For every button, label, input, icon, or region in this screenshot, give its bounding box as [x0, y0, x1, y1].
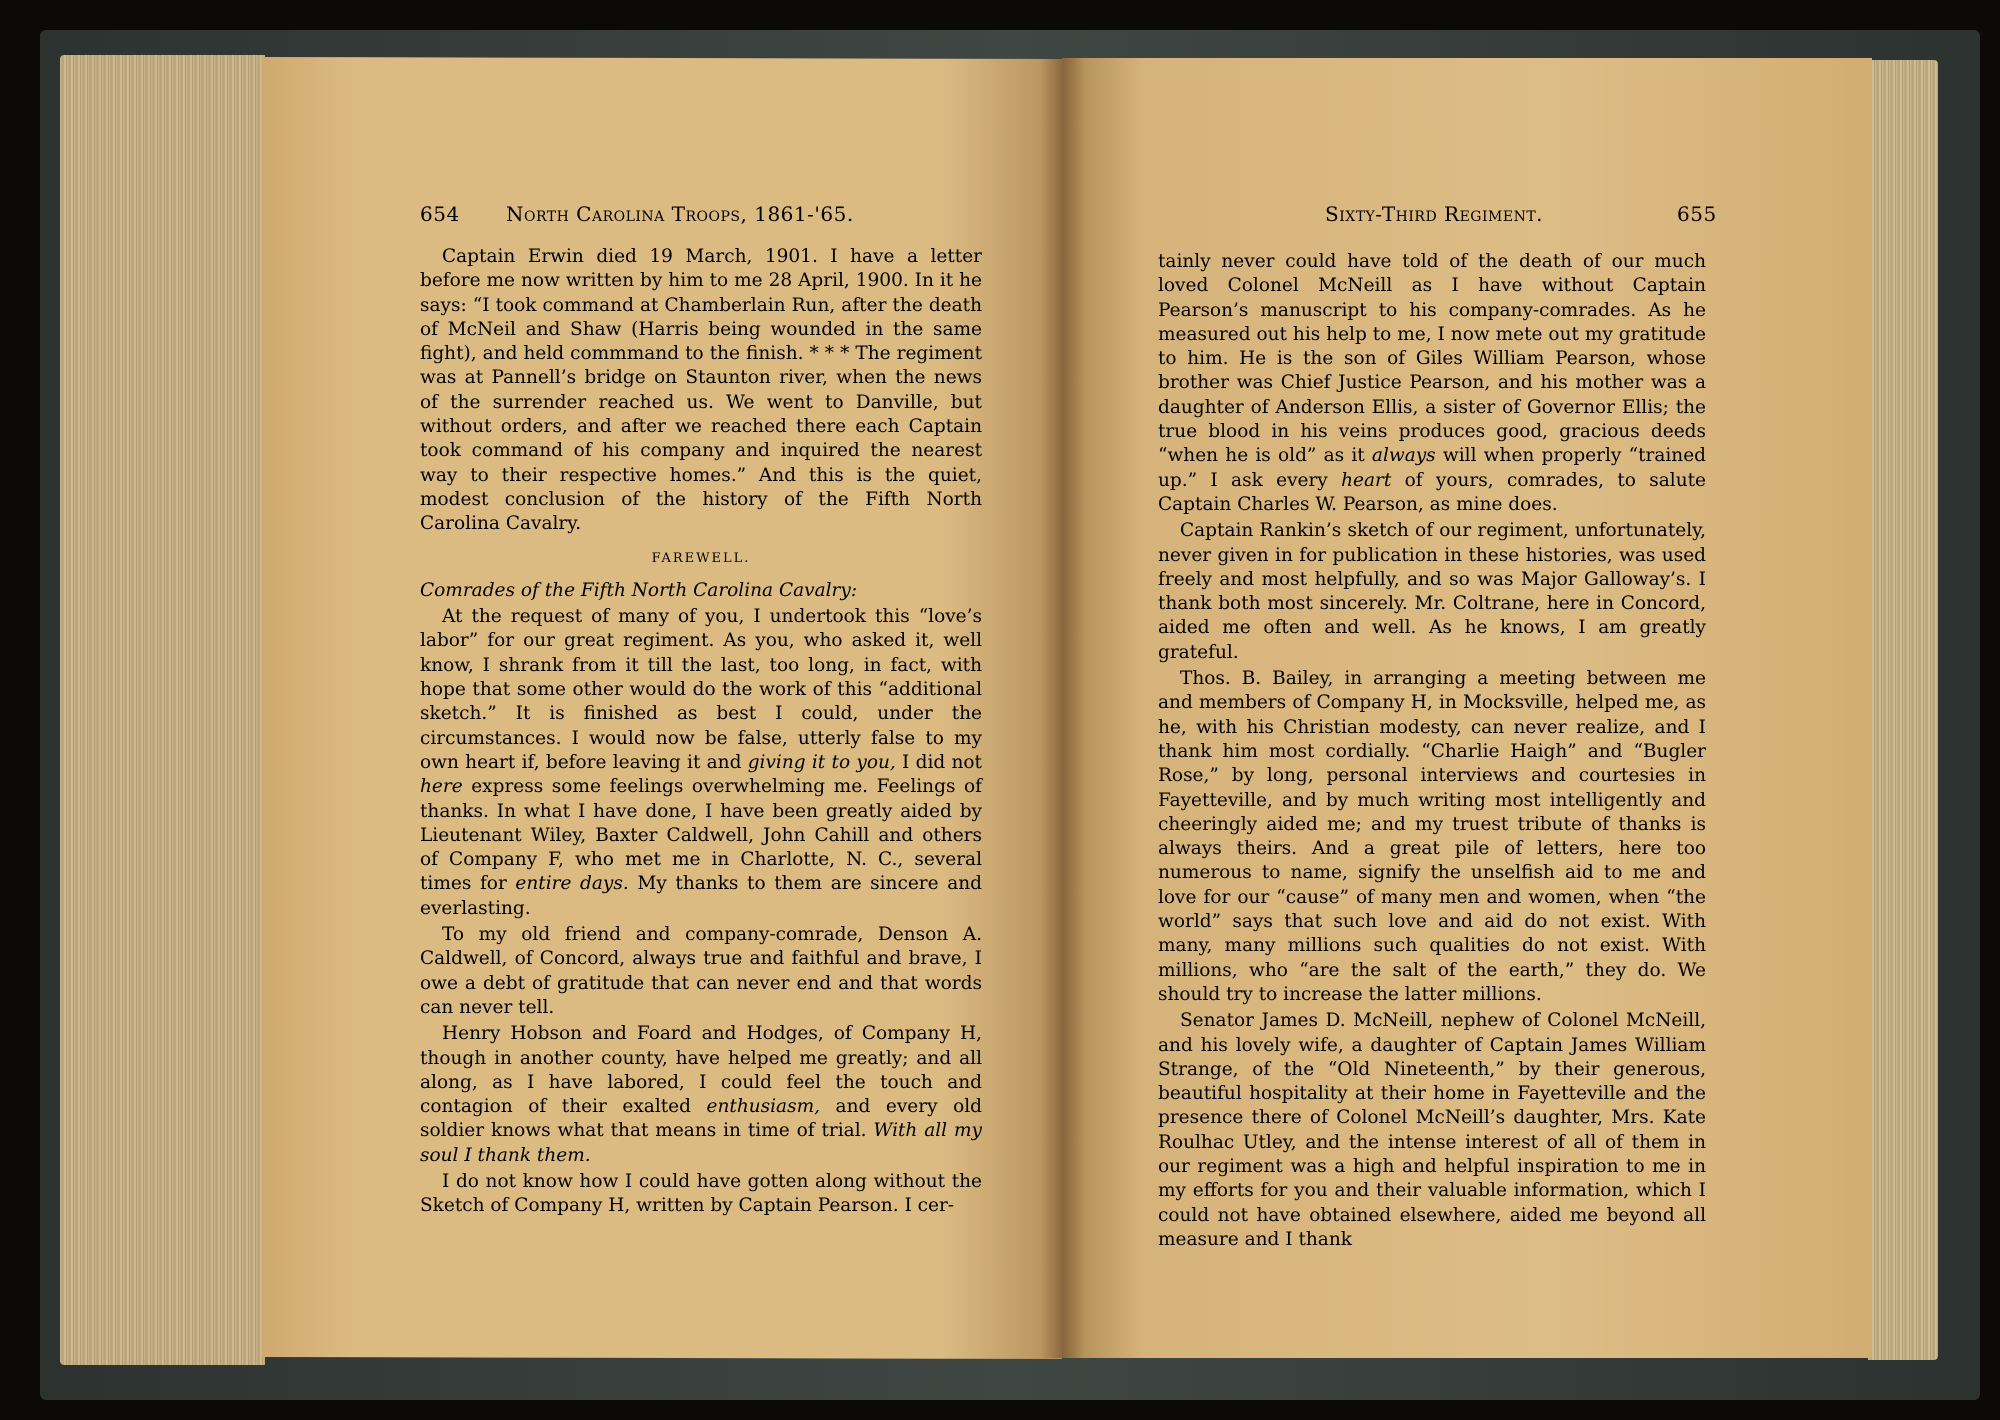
right-page-number: 655 — [1677, 202, 1717, 226]
right-page-body — [1158, 250, 1706, 1252]
text-run: My thanks to them are sincere and everlasting. — [420, 873, 982, 919]
right-running-title: Sixty-Third Regiment. — [1325, 202, 1544, 226]
text-run: tainly never could have told of the death of our much loved Colonel McNeill as I have without Captain Pearson’s manuscript to his company-comrades. As he measured out his help to me, I now mete out my gratitude to him. He is the son of Giles William Pearson, whose brother was Chief Justice Pearson, and his mother was a daughter of Anderson Ellis, a sister of Governor Ellis; the true blood in his veins produces good, gracious deeds “when he is old” as it — [1158, 251, 1706, 467]
page-edges-left — [60, 55, 265, 1365]
paragraph-hobson — [420, 1022, 982, 1168]
italic-run: heart — [1341, 469, 1392, 491]
left-page-number: 654 — [420, 202, 460, 226]
salutation: Comrades of the Fifth North Carolina Cavalry: — [420, 579, 858, 601]
italic-run: here — [420, 776, 463, 798]
left-page-body — [420, 245, 982, 1219]
paragraph-rankin: Captain Rankin’s sketch of our regiment, unfortunately, never given in for publication in these histories, was used freely and most helpfully, and so was Major Galloway’s. I thank both most sincerely. Mr. Coltrane, here in Concord, aided me often and well. As he knows, I am greatly grateful. — [1158, 520, 1706, 663]
italic-run: With all my soul I thank them. — [420, 1120, 982, 1166]
text-run: will when properly “trained up.” I ask every — [1158, 445, 1706, 491]
text-run: and every old soldier knows what that means in time of trial. — [420, 1096, 982, 1142]
paragraph-mcneill: Senator James D. McNeill, nephew of Colonel McNeill, and his lovely wife, a daughter of Captain James William Strange, of the “Old Nineteenth,” by their generous, beautiful hospitality at their home in Fayetteville and the presence there of Colonel McNeill’s daughter, Mrs. Kate Roulhac Utley, and the intense interest of all of them in our regiment was a high and helpful inspiration to me in my efforts for you and their valuable information, which I could not have obtained elsewhere, aided me beyond all measure and I thank — [1158, 1010, 1706, 1250]
text-run: At the request of many of you, I undertook this “love’s labor” for our great regiment. As you, who asked it, well know, I shrank from it till the last, too long, in fact, with hope that some other would do the work of this “additional sketch.” It is finished as best I could, under the circumstances. I would now be false, utterly false to my own heart if, before leaving it and — [420, 606, 982, 773]
text-run: I did not — [895, 751, 982, 773]
left-running-title: North Carolina Troops, 1861-'65. — [506, 202, 854, 226]
paragraph-bailey: Thos. B. Bailey, in arranging a meeting between me and members of Company H, in Mocksville, helped me, as he, with his Christian modesty, can never realize, and I thank him most cordially. “Charlie Haigh” and “Bugler Rose,” by long, personal interviews and courtesies in Fayetteville, and by much writing most intelligently and cheeringly aided me; and my truest tribute of thanks is always theirs. And a great pile of letters, here too numerous to name, signify the unselfish aid to me and love for our “cause” of many men and women, when “the world” says that such love and aid do not exist. With many, many millions such qualities do not exist. With millions, who “are the salt of the earth,” they do. We should try to increase the latter millions. — [1158, 668, 1706, 1005]
italic-run: giving it to you, — [747, 751, 896, 773]
paragraph-pearson-start: I do not know how I could have gotten along without the Sketch of Company H, written by Captain Pearson. I cer- — [420, 1170, 982, 1217]
paragraph-erwin: Captain Erwin died 19 March, 1901. I have a letter before me now written by him to me 28 April, 1900. In it he says: “I took command at Chamberlain Run, after the death of McNeil and Shaw (Harris being wounded in the same fight), and held commmand to the finish. * * * The regiment was at Pannell’s bridge on Staunton river, when the news of the surrender reached us. We went to Danville, but without orders, and after we reached there each Captain took command of his company and inquired the nearest way to their respective homes.” And this is the quiet, modest conclusion of the history of the Fifth North Carolina Cavalry. — [420, 246, 982, 535]
right-page-header — [1145, 202, 1715, 232]
paragraph-request — [420, 605, 982, 921]
paragraph-pearson-cont — [1158, 250, 1706, 517]
left-page-header — [420, 202, 990, 232]
page-edges-right — [1868, 60, 1938, 1360]
italic-run: always — [1371, 445, 1436, 467]
italic-run: entire days. — [515, 873, 629, 895]
italic-run: enthusiasm, — [706, 1096, 820, 1118]
text-run: Henry Hobson and Foard and Hodges, of Company H, though in another county, have helped me greatly; and all along, as I have labored, I could feel the touch and contagion of their exalted — [420, 1023, 982, 1118]
text-run: of yours, comrades, to salute Captain Charles W. Pearson, as mine does. — [1158, 469, 1706, 515]
paragraph-caldwell: To my old friend and company-comrade, Denson A. Caldwell, of Concord, always true and faithful and brave, I owe a debt of gratitude that can never end and that words can never tell. — [420, 924, 982, 1018]
farewell-heading: FAREWELL. — [651, 550, 751, 566]
text-run: express some feelings overwhelming me. Feelings of thanks. In what I have done, I have been greatly aided by Lieutenant Wiley, Baxter Caldwell, John Cahill and others of Company F, who met me in Charlotte, N. C., several times for — [420, 776, 982, 895]
book-gutter — [1040, 58, 1085, 1358]
